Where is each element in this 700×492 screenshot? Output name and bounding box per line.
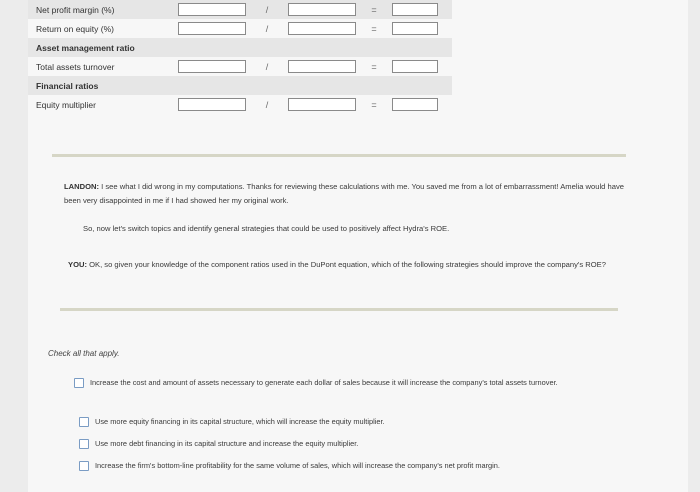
checkbox-option-3[interactable] [79, 439, 89, 449]
denominator-input[interactable] [288, 60, 356, 73]
landon-speaker: LANDON: [64, 182, 100, 191]
divider-top [52, 154, 626, 157]
landon-text: I see what I did wrong in my computations. Thanks for reviewing these calculations with me. You saved me from a lot of embarrassment! Amelia would have been very disappointed in me if I had showed her my original work. [64, 182, 624, 205]
section-header [28, 38, 452, 57]
landon-message [64, 180, 624, 208]
numerator-input[interactable] [178, 98, 246, 111]
checkbox-option-4[interactable] [79, 461, 89, 471]
result-input[interactable] [392, 60, 438, 73]
landon-text-2: So, now let's switch topics and identify general strategies that could be used to positively affect Hydra's ROE. [83, 224, 450, 233]
divide-sign: / [265, 61, 269, 72]
denominator-input[interactable] [288, 22, 356, 35]
checkbox-option-1[interactable] [74, 378, 84, 388]
equals-sign: = [371, 99, 377, 110]
option-2[interactable] [79, 415, 628, 429]
ratio-table [28, 0, 452, 114]
ratio-label: Return on equity (%) [36, 23, 114, 34]
option-4[interactable] [79, 459, 639, 473]
checkbox-option-2[interactable] [79, 417, 89, 427]
ratio-row [28, 19, 452, 38]
denominator-input[interactable] [288, 3, 356, 16]
ratio-row [28, 57, 452, 76]
equals-sign: = [371, 23, 377, 34]
ratio-label: Total assets turnover [36, 61, 115, 72]
check-instruction: Check all that apply. [48, 349, 120, 358]
divider-bottom [60, 308, 618, 311]
ratio-label: Equity multiplier [36, 99, 96, 110]
equals-sign: = [371, 61, 377, 72]
option-1[interactable] [74, 376, 628, 390]
option-3[interactable] [79, 437, 628, 451]
you-speaker: YOU: [68, 260, 87, 269]
ratio-row [28, 0, 452, 19]
result-input[interactable] [392, 22, 438, 35]
option-2-text: Use more equity financing in its capital structure, which will increase the equity multiplier. [95, 417, 385, 426]
content-area [28, 0, 688, 492]
ratio-label: Net profit margin (%) [36, 4, 115, 15]
result-input[interactable] [392, 3, 438, 16]
equals-sign: = [371, 4, 377, 15]
numerator-input[interactable] [178, 3, 246, 16]
numerator-input[interactable] [178, 60, 246, 73]
divide-sign: / [265, 4, 269, 15]
landon-message-2 [83, 222, 623, 236]
ratio-row [28, 95, 452, 114]
divide-sign: / [265, 99, 269, 110]
result-input[interactable] [392, 98, 438, 111]
you-text: OK, so given your knowledge of the component ratios used in the DuPont equation, which of the following strategies should improve the company's ROE? [89, 260, 606, 269]
ratio-label: Asset management ratio [36, 42, 135, 53]
denominator-input[interactable] [288, 98, 356, 111]
you-message [68, 258, 624, 272]
numerator-input[interactable] [178, 22, 246, 35]
divide-sign: / [265, 23, 269, 34]
section-header [28, 76, 452, 95]
option-4-text: Increase the firm's bottom-line profitability for the same volume of sales, which will increase the company's net profit margin. [95, 461, 500, 470]
option-1-text: Increase the cost and amount of assets necessary to generate each dollar of sales because it will increase the company's total assets turnover. [90, 378, 558, 387]
option-3-text: Use more debt financing in its capital structure and increase the equity multiplier. [95, 439, 359, 448]
ratio-label: Financial ratios [36, 80, 99, 91]
